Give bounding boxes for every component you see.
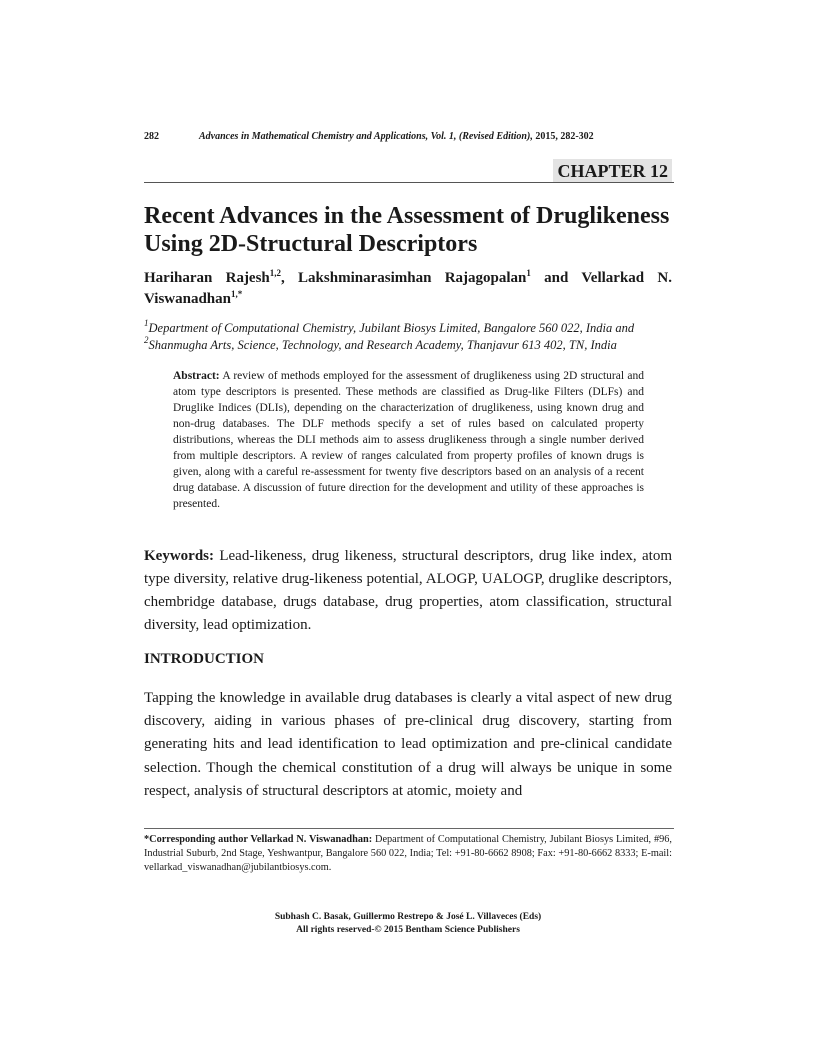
affiliation-mark: 1 [144,318,149,328]
author-affiliation-mark: 1 [526,268,531,278]
footnote-divider [144,828,674,829]
abstract [173,368,644,512]
editors-line: Subhash C. Basak, Guillermo Restrepo & José L. Villaveces (Eds) [274,912,542,922]
copyright-line: All rights reserved-© 2015 Bentham Science Publishers [296,925,520,935]
keywords-text: Lead-likeness, drug likeness, structural descriptors, drug like index, atom type diversity, relative drug-likeness potential, ALOGP, UALOGP, druglike descriptors, chembridge database, drugs database, drug properties, atom classification, structural diversity, lead optimization. [144,548,672,633]
abstract-label: Abstract: [173,370,220,382]
footnote-text: Department of Computational Chemistry, Jubilant Biosys Limited, #96, Industrial Suburb, 2nd Stage, Yeshwantpur, Bangalore 560 022, India; Tel: +91-80-6662 8908; Fax: +91-80-6662 8333; E-mail: vellarkad_viswanadhan@jubilantbiosys.com. [144,834,672,873]
affiliation [144,320,674,337]
affiliation-text: Shanmugha Arts, Science, Technology, and Research Academy, Thanjavur 613 402, TN, India [148,338,617,352]
keywords [144,545,672,637]
journal-year-pages: 2015, 282-302 [535,131,594,142]
introduction-paragraph: Tapping the knowledge in available drug databases is clearly a vital aspect of new drug discovery, aiding in various phases of pre-clinical drug discovery, starting from generating hits and lead identification to lead optimization and pre-clinical candidate selection. Though the chemical constitution of a drug will always be unique in some respect, analysis of structural descriptors at atomic, moiety and [144,690,672,799]
chapter-label: CHAPTER 12 [553,159,672,182]
journal-title: Advances in Mathematical Chemistry and Applications, Vol. 1, (Revised Edition), [199,131,533,142]
chapter-divider [144,182,674,183]
affiliation [144,337,674,354]
affiliation-text: Department of Computational Chemistry, Jubilant Biosys Limited, Bangalore 560 022, India and [148,321,635,335]
author-name: and Vellarkad N. [530,270,672,286]
publisher-info [144,911,672,937]
author-affiliation-mark: 1,2 [269,268,282,278]
keywords-label: Keywords: [144,548,214,564]
corresponding-author-footnote [144,833,672,875]
footnote-label: *Corresponding author Vellarkad N. Viswanadhan: [144,834,373,845]
abstract-text: A review of methods employed for the assessment of druglikeness using 2D structural and atom type descriptors is presented. These methods are classified as Drug-like Filters (DLFs) and Druglike Indices (DLIs), depending on the characterization of druglikeness, using known drug and non-drug databases. The DLF methods specify a set of rules based on calculated property distributions, whereas the DLI methods aim to assess druglikeness through a single number derived from multiple descriptors. A review of ranges calculated from property profiles of known drugs is given, along with a careful re-assessment for twenty five descriptors based on an analysis of a recent drug database. A discussion of future direction for the development and utility of these approaches is presented. [173,370,644,510]
page-number: 282 [144,131,159,142]
author-list-continued [144,289,242,310]
running-header [144,131,672,143]
author-name: Viswanadhan [144,291,231,307]
author-list [144,268,672,289]
paper-title: Recent Advances in the Assessment of Druglikeness Using 2D-Structural Descriptors [144,203,670,257]
author-name: Hariharan Rajesh [144,270,270,286]
author-affiliation-mark: 1,* [230,289,243,299]
author-name: , Lakshminarasimhan Rajagopalan [281,270,527,286]
section-heading: INTRODUCTION [144,651,265,667]
affiliation-mark: 2 [144,335,149,345]
